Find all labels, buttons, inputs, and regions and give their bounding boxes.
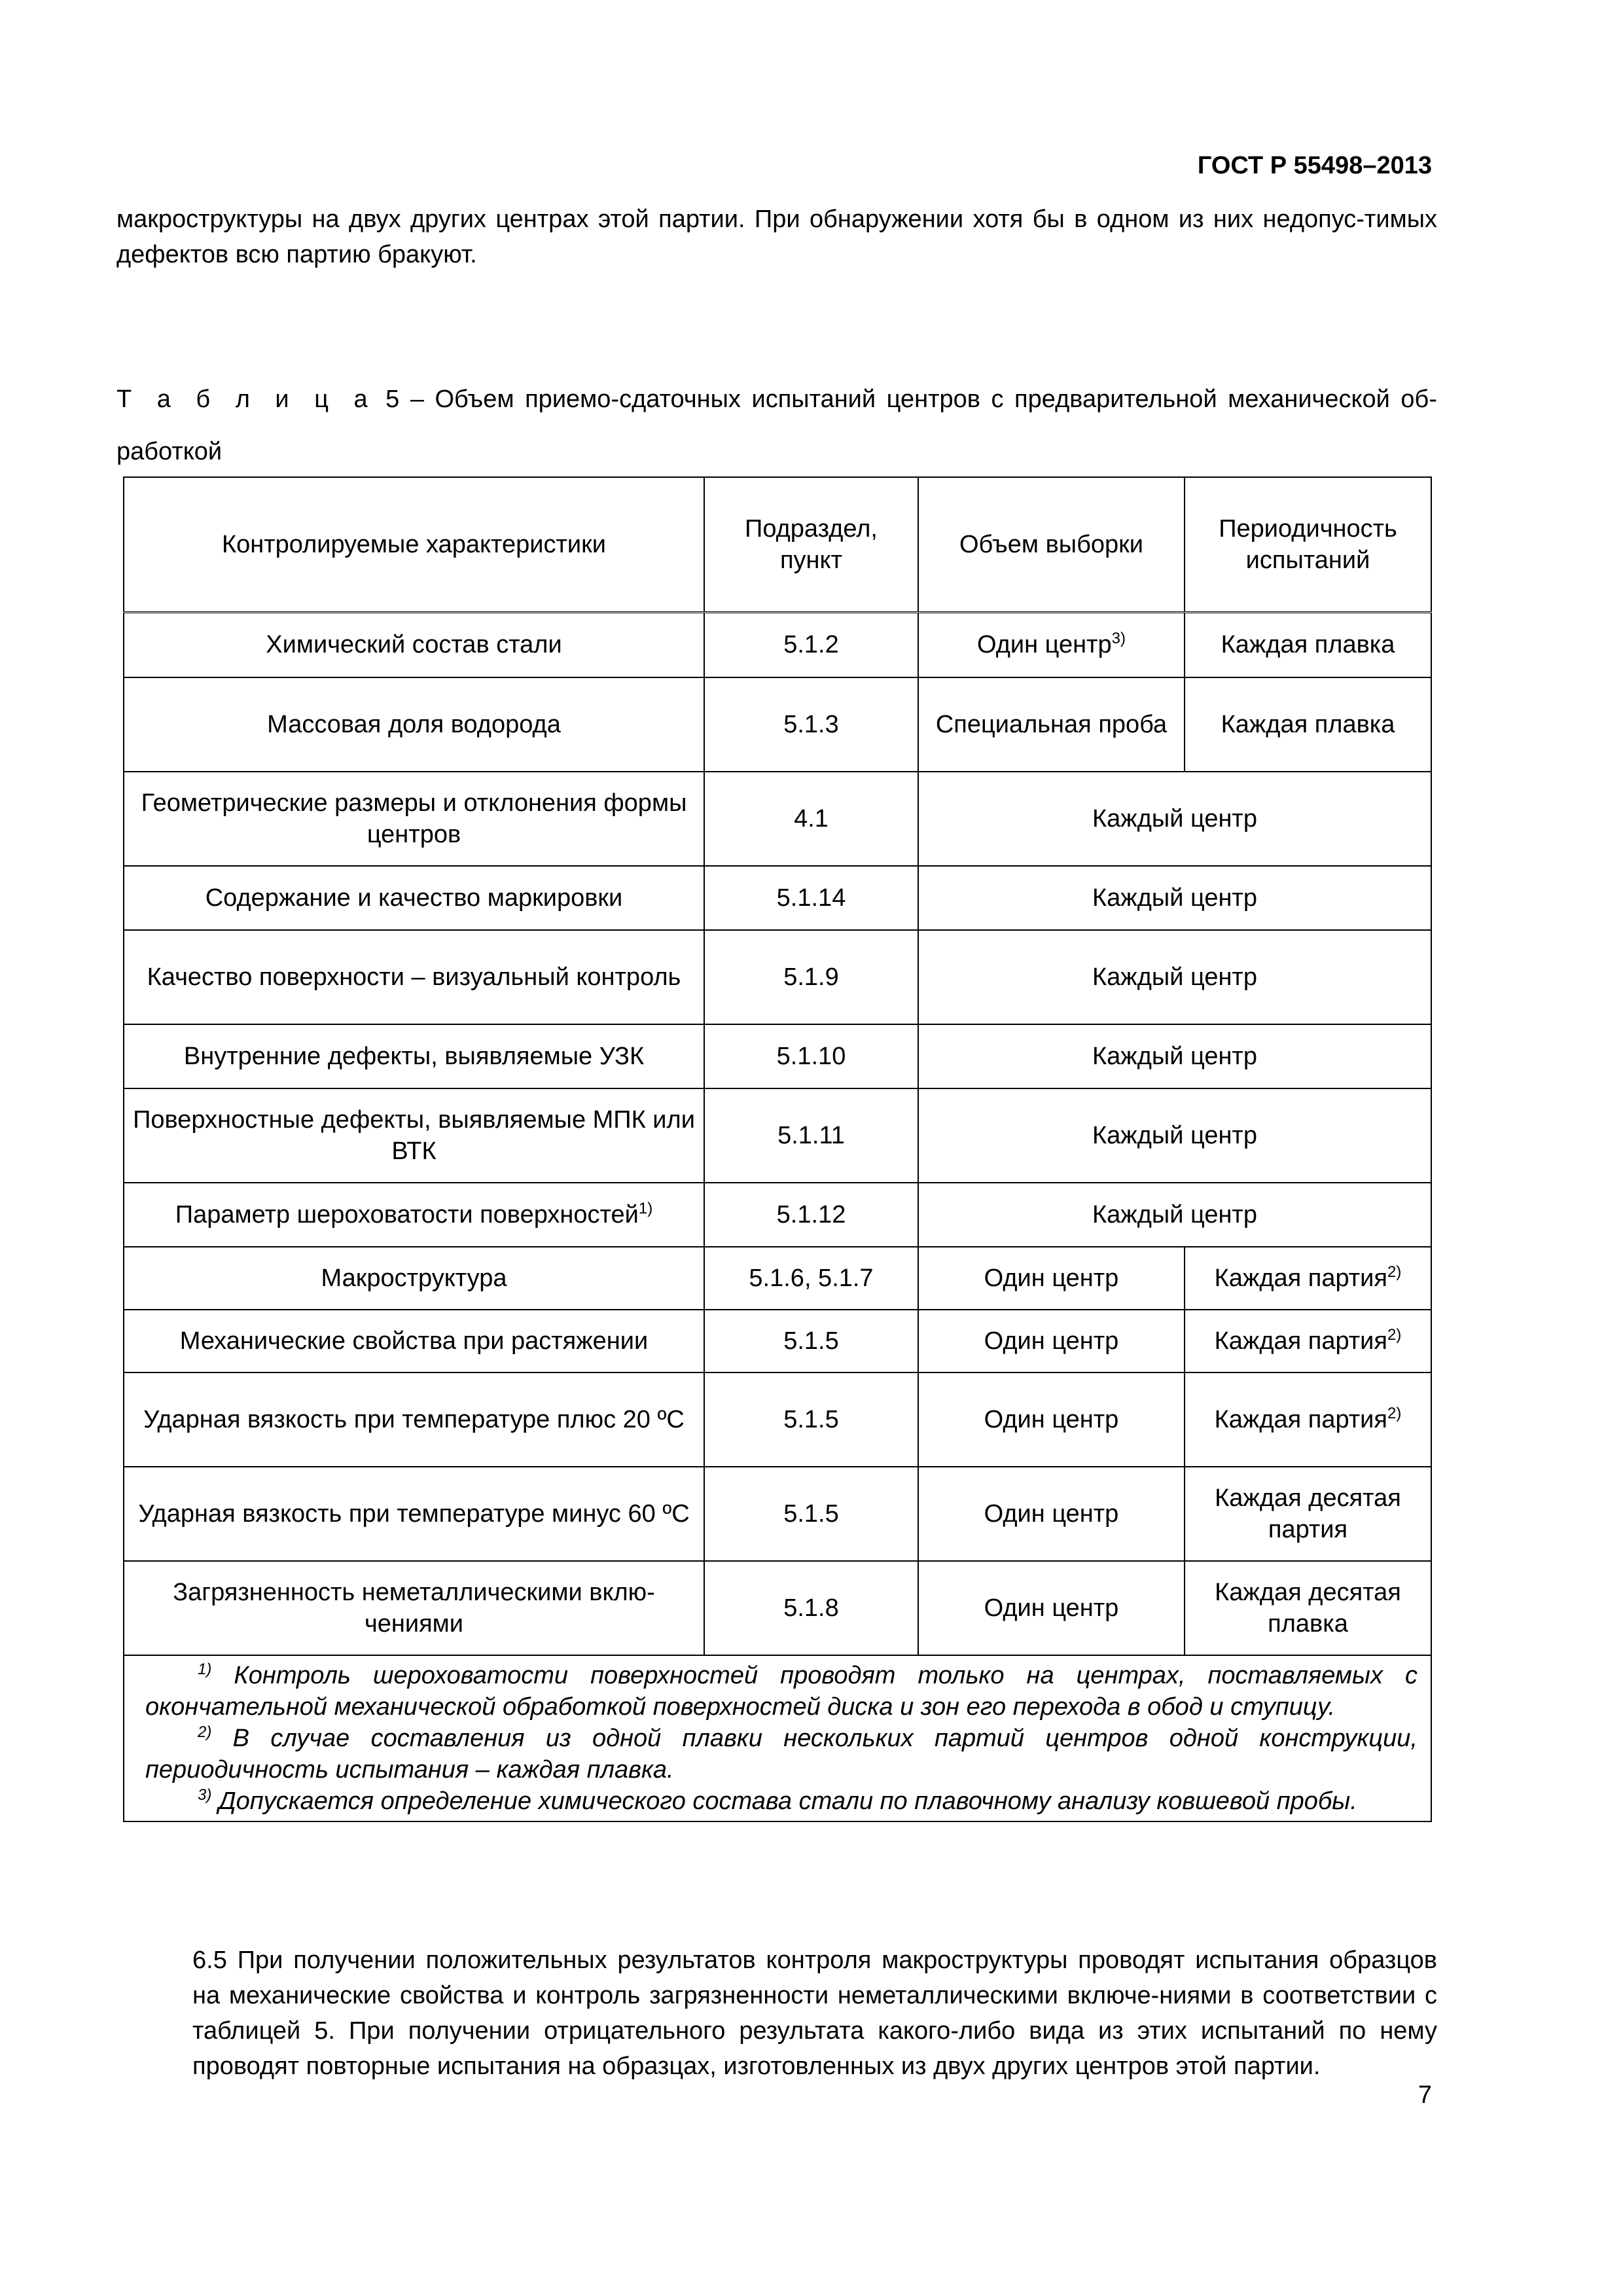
cell-section bbox=[704, 866, 918, 930]
table-row bbox=[124, 1088, 1431, 1183]
cell-characteristic bbox=[124, 1247, 704, 1310]
cell-characteristic bbox=[124, 677, 704, 772]
cell-section-text: 5.1.3 bbox=[783, 711, 839, 738]
cell-periodicity bbox=[1185, 1467, 1431, 1561]
cell-characteristic-text: Ударная вязкость при температуре минус 60 ºС bbox=[138, 1500, 690, 1528]
footnote-text: В случае составления из одной плавки нескольких партий центров одной конструкции, периодичность испытания – каждая плавка. bbox=[145, 1725, 1418, 1784]
footnote bbox=[145, 1723, 1418, 1785]
cell-sample-size bbox=[918, 1310, 1185, 1372]
cell-sample-size-text: Один центр bbox=[984, 1594, 1119, 1622]
table-header-row bbox=[124, 477, 1431, 612]
cell-sample-merged bbox=[918, 1183, 1431, 1247]
paragraph-6-5 bbox=[116, 1943, 1437, 2084]
cell-section bbox=[704, 1024, 918, 1088]
cell-characteristic-text: Поверхностные дефекты, выявляемые МПК или ВТК bbox=[133, 1106, 695, 1165]
footnote-mark: 1) bbox=[198, 1660, 212, 1678]
footnote-mark: 2) bbox=[1387, 1326, 1402, 1344]
cell-section-text: 5.1.14 bbox=[776, 884, 846, 912]
cell-section bbox=[704, 1088, 918, 1183]
header-sample-size: Объем выборки bbox=[918, 477, 1185, 612]
cell-sample-merged bbox=[918, 866, 1431, 930]
cell-characteristic bbox=[124, 1088, 704, 1183]
header-characteristics: Контролируемые характеристики bbox=[124, 477, 704, 612]
cell-characteristic-text: Содержание и качество маркировки bbox=[205, 884, 623, 912]
table-row bbox=[124, 772, 1431, 866]
cell-section bbox=[704, 1247, 918, 1310]
cell-sample-size-text: Один центр bbox=[984, 1406, 1119, 1433]
cell-characteristic bbox=[124, 1183, 704, 1247]
cell-periodicity bbox=[1185, 1310, 1431, 1372]
cell-sample-size bbox=[918, 677, 1185, 772]
cell-section-text: 5.1.9 bbox=[783, 963, 839, 991]
cell-characteristic bbox=[124, 866, 704, 930]
footnote-mark: 3) bbox=[198, 1786, 212, 1804]
cell-characteristic bbox=[124, 1310, 704, 1372]
cell-section bbox=[704, 930, 918, 1024]
cell-characteristic-text: Химический состав стали bbox=[266, 631, 562, 659]
footnote-mark: 3) bbox=[1111, 630, 1126, 648]
cell-section bbox=[704, 677, 918, 772]
cell-sample-size bbox=[918, 1561, 1185, 1655]
footnote-text: Допускается определение химического состава стали по плавочному анализу ковшевой пробы. bbox=[211, 1787, 1357, 1815]
cell-characteristic-text: Ударная вязкость при температуре плюс 20 ºС bbox=[143, 1406, 685, 1433]
table-footnotes bbox=[124, 1655, 1431, 1821]
cell-characteristic bbox=[124, 1372, 704, 1467]
cell-section-text: 5.1.6, 5.1.7 bbox=[749, 1265, 874, 1292]
table-row bbox=[124, 1183, 1431, 1247]
cell-section bbox=[704, 1561, 918, 1655]
cell-section bbox=[704, 772, 918, 866]
acceptance-tests-table bbox=[123, 476, 1432, 1822]
cell-sample-merged bbox=[918, 1024, 1431, 1088]
footnote-text: Контроль шероховатости поверхностей проводят только на центрах, поставляемых с окончательной механической обработкой поверхностей диска и зон его перехода в обод и ступицу. bbox=[145, 1662, 1418, 1721]
cell-characteristic-text: Качество поверхности – визуальный контроль bbox=[147, 963, 681, 991]
table-row bbox=[124, 1310, 1431, 1372]
cell-periodicity bbox=[1185, 1372, 1431, 1467]
cell-section-text: 5.1.5 bbox=[783, 1327, 839, 1355]
cell-sample-size bbox=[918, 1467, 1185, 1561]
cell-sample-size-text: Один центр bbox=[984, 1500, 1119, 1528]
cell-section-text: 5.1.8 bbox=[783, 1594, 839, 1622]
table-row bbox=[124, 866, 1431, 930]
cell-periodicity-text: Каждая партия bbox=[1214, 1265, 1387, 1292]
cell-section-text: 4.1 bbox=[794, 805, 829, 833]
table-caption-text: 5 – Объем приемо-сдаточных испытаний центров с предварительной механической об-работкой bbox=[116, 386, 1437, 465]
header-section: Подраздел, пункт bbox=[704, 477, 918, 612]
cell-characteristic bbox=[124, 612, 704, 677]
cell-section-text: 5.1.11 bbox=[777, 1122, 845, 1149]
cell-characteristic bbox=[124, 1024, 704, 1088]
table-row bbox=[124, 612, 1431, 677]
cell-periodicity-text: Каждая партия bbox=[1214, 1327, 1387, 1355]
table-row bbox=[124, 1372, 1431, 1467]
table-row bbox=[124, 677, 1431, 772]
table-row bbox=[124, 1467, 1431, 1561]
cell-sample-size-text: Один центр bbox=[984, 1327, 1119, 1355]
cell-sample-size-text: Специальная проба bbox=[935, 711, 1168, 738]
cell-sample-merged bbox=[918, 772, 1431, 866]
cell-section-text: 5.1.5 bbox=[783, 1500, 839, 1528]
table-row bbox=[124, 930, 1431, 1024]
cell-periodicity-text: Каждая десятая плавка bbox=[1215, 1579, 1401, 1638]
footnote bbox=[145, 1660, 1418, 1723]
cell-characteristic bbox=[124, 930, 704, 1024]
cell-sample-merged-text: Каждый центр bbox=[1092, 1201, 1257, 1229]
footnote-mark: 2) bbox=[198, 1723, 212, 1741]
paragraph-6-5-text: 6.5 При получении положительных результатов контроля макроструктуры проводят испытания образцов на механические свойства и контроль загрязненности неметаллическими включе-ниями в соответствии с таблицей 5. При получении отрицательного результата какого-либо вида из этих испытаний по нему проводят повторные испытания на образцах, изготовленных из двух других центров этой партии. bbox=[192, 1946, 1437, 2080]
cell-characteristic-text: Внутренние дефекты, выявляемые УЗК bbox=[183, 1043, 645, 1070]
cell-sample-merged-text: Каждый центр bbox=[1092, 805, 1257, 833]
cell-periodicity-text: Каждая плавка bbox=[1221, 711, 1395, 738]
cell-characteristic bbox=[124, 1561, 704, 1655]
cell-section-text: 5.1.12 bbox=[776, 1201, 846, 1229]
cell-section bbox=[704, 612, 918, 677]
cell-section bbox=[704, 1467, 918, 1561]
cell-periodicity bbox=[1185, 612, 1431, 677]
cell-sample-merged bbox=[918, 1088, 1431, 1183]
cell-periodicity bbox=[1185, 677, 1431, 772]
cell-periodicity-text: Каждая десятая партия bbox=[1215, 1484, 1401, 1543]
table-caption-label: Т а б л и ц а bbox=[116, 386, 375, 413]
cell-sample-merged-text: Каждый центр bbox=[1092, 884, 1257, 912]
table-caption bbox=[116, 373, 1437, 478]
cell-periodicity-text: Каждая партия bbox=[1214, 1406, 1387, 1433]
cell-characteristic-text: Параметр шероховатости поверхностей bbox=[175, 1201, 639, 1229]
table-row bbox=[124, 1561, 1431, 1655]
cell-characteristic-text: Массовая доля водорода bbox=[267, 711, 561, 738]
page-number: 7 bbox=[1418, 2081, 1432, 2109]
cell-sample-size-text: Один центр bbox=[984, 1265, 1119, 1292]
header-periodicity: Периодичность испытаний bbox=[1185, 477, 1431, 612]
cell-sample-merged-text: Каждый центр bbox=[1092, 1122, 1257, 1149]
cell-sample-size bbox=[918, 1247, 1185, 1310]
cell-characteristic-text: Загрязненность неметаллическими вклю-чениями bbox=[173, 1579, 655, 1638]
cell-sample-size bbox=[918, 612, 1185, 677]
cell-section-text: 5.1.10 bbox=[776, 1043, 846, 1070]
cell-sample-size bbox=[918, 1372, 1185, 1467]
table-row bbox=[124, 1024, 1431, 1088]
cell-section bbox=[704, 1183, 918, 1247]
cell-sample-merged bbox=[918, 930, 1431, 1024]
cell-characteristic bbox=[124, 1467, 704, 1561]
table-notes-row bbox=[124, 1655, 1431, 1821]
cell-section-text: 5.1.5 bbox=[783, 1406, 839, 1433]
cell-section-text: 5.1.2 bbox=[783, 631, 839, 659]
footnote-mark: 1) bbox=[638, 1200, 653, 1217]
cell-section bbox=[704, 1310, 918, 1372]
table-row bbox=[124, 1247, 1431, 1310]
cell-section bbox=[704, 1372, 918, 1467]
footnote bbox=[145, 1785, 1418, 1817]
footnote-mark: 2) bbox=[1387, 1405, 1402, 1422]
cell-sample-merged-text: Каждый центр bbox=[1092, 1043, 1257, 1070]
cell-periodicity-text: Каждая плавка bbox=[1221, 631, 1395, 659]
cell-characteristic-text: Макроструктура bbox=[321, 1265, 507, 1292]
cell-periodicity bbox=[1185, 1561, 1431, 1655]
document-number: ГОСТ Р 55498–2013 bbox=[1197, 152, 1432, 179]
cell-characteristic-text: Механические свойства при растяжении bbox=[179, 1327, 649, 1355]
cell-characteristic-text: Геометрические размеры и отклонения формы центров bbox=[141, 789, 687, 848]
cell-sample-size-text: Один центр bbox=[976, 631, 1112, 659]
cell-sample-merged-text: Каждый центр bbox=[1092, 963, 1257, 991]
paragraph-top: макроструктуры на двух других центрах этой партии. При обнаружении хотя бы в одном из них недопус-тимых дефектов всю партию бракуют. bbox=[116, 206, 1437, 268]
cell-characteristic bbox=[124, 772, 704, 866]
footnote-mark: 2) bbox=[1387, 1263, 1402, 1281]
cell-periodicity bbox=[1185, 1247, 1431, 1310]
